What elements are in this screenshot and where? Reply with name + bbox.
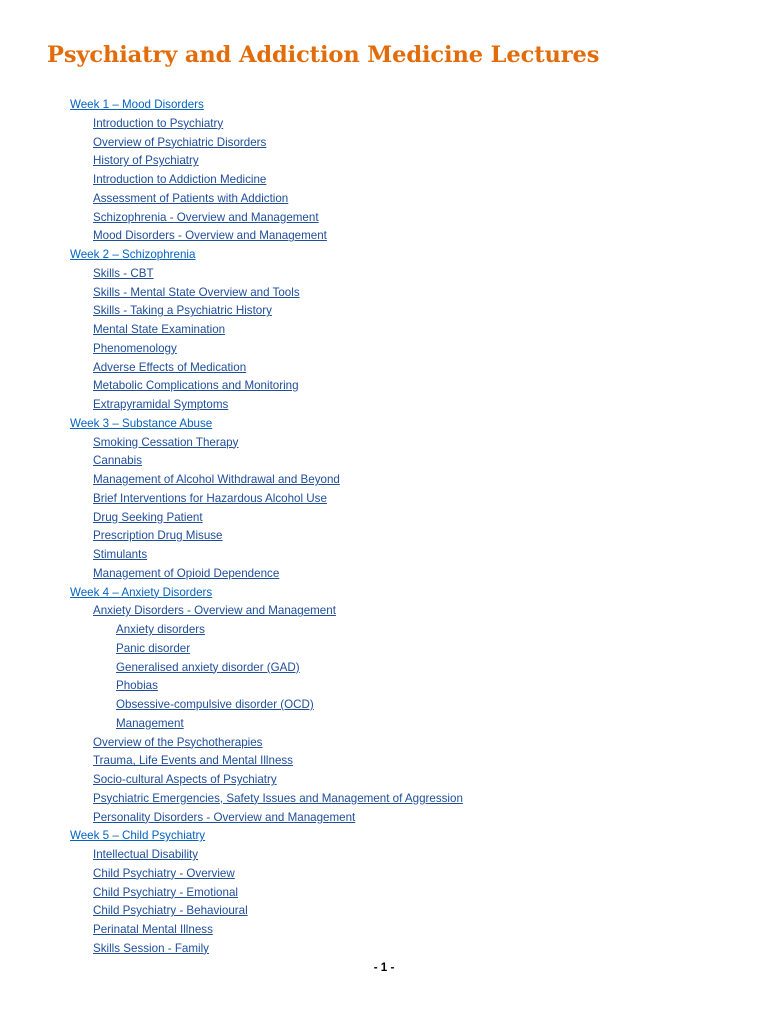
toc-lecture-link[interactable]: Overview of the Psychotherapies [93,735,263,749]
toc-lecture-link[interactable]: Overview of Psychiatric Disorders [93,135,267,149]
toc-lecture-link[interactable]: Introduction to Psychiatry [93,116,224,130]
toc-lecture-link[interactable]: Metabolic Complications and Monitoring [93,379,299,393]
toc-week-link[interactable]: Week 3 – Substance Abuse [70,416,213,430]
toc-lecture-link[interactable]: Intellectual Disability [93,848,199,861]
toc-lecture-link[interactable]: Extrapyramidal Symptoms [93,398,229,411]
toc-lecture-link[interactable]: Psychiatric Emergencies, Safety Issues and Management of Aggression [93,791,463,805]
toc-week-link[interactable]: Week 5 – Child Psychiatry [70,829,206,843]
toc-lecture-link[interactable]: Child Psychiatry - Overview [93,866,235,880]
page-number: - 1 - [373,961,395,974]
toc-lecture-link[interactable]: Stimulants [93,548,148,561]
toc-lecture-link[interactable]: History of Psychiatry [93,154,199,168]
toc-lecture-link[interactable]: Child Psychiatry - Behavioural [93,904,248,918]
toc-lecture-link[interactable]: Management of Alcohol Withdrawal and Beyond [93,473,340,486]
toc-subtopic-link[interactable]: Anxiety disorders [116,623,205,636]
toc-lecture-link[interactable]: Schizophrenia - Overview and Management [93,210,319,224]
toc-subtopic-link[interactable]: Management [116,716,184,730]
toc-lecture-link[interactable]: Phenomenology [93,341,177,355]
toc-subtopic-link[interactable]: Generalised anxiety disorder (GAD) [116,660,300,674]
toc-lecture-link[interactable]: Mental State Examination [93,323,226,336]
toc-lecture-link[interactable]: Assessment of Patients with Addiction [93,191,289,205]
toc-lecture-link[interactable]: Cannabis [93,454,142,468]
toc-lecture-link[interactable]: Drug Seeking Patient [93,510,203,524]
toc-lecture-link[interactable]: Mood Disorders - Overview and Management [93,229,327,243]
toc-week-link[interactable]: Week 2 – Schizophrenia [70,248,196,261]
toc-lecture-link[interactable]: Introduction to Addiction Medicine [93,173,267,186]
toc-lecture-link[interactable]: Brief Interventions for Hazardous Alcohol Use [93,491,327,505]
toc-subtopic-link[interactable]: Phobias [116,679,158,693]
document-title: Psychiatry and Addiction Medicine Lectures [47,42,600,68]
toc-lecture-link[interactable]: Management of Opioid Dependence [93,566,280,580]
toc-lecture-link[interactable]: Personality Disorders - Overview and Management [93,810,356,824]
toc-week-link[interactable]: Week 4 – Anxiety Disorders [70,585,213,599]
toc-lecture-link[interactable]: Prescription Drug Misuse [93,529,223,543]
toc-week-link[interactable]: Week 1 – Mood Disorders [70,98,204,111]
toc-lecture-link[interactable]: Child Psychiatry - Emotional [93,885,238,899]
toc-lecture-link[interactable]: Trauma, Life Events and Mental Illness [93,754,293,768]
toc-lecture-link[interactable]: Skills - CBT [93,266,154,280]
toc-subtopic-link[interactable]: Obsessive-compulsive disorder (OCD) [116,698,314,711]
toc-lecture-link[interactable]: Skills - Mental State Overview and Tools [93,285,300,299]
toc-lecture-link[interactable]: Skills - Taking a Psychiatric History [93,304,272,318]
toc-lecture-link[interactable]: Socio-cultural Aspects of Psychiatry [93,773,277,786]
toc-lecture-link[interactable]: Smoking Cessation Therapy [93,435,239,449]
toc-lecture-link[interactable]: Skills Session - Family [93,941,209,955]
toc-subtopic-link[interactable]: Panic disorder [116,641,191,655]
toc-lecture-link[interactable]: Perinatal Mental Illness [93,923,213,936]
toc-lecture-link[interactable]: Adverse Effects of Medication [93,360,247,374]
toc-lecture-link[interactable]: Anxiety Disorders - Overview and Management [93,604,336,618]
